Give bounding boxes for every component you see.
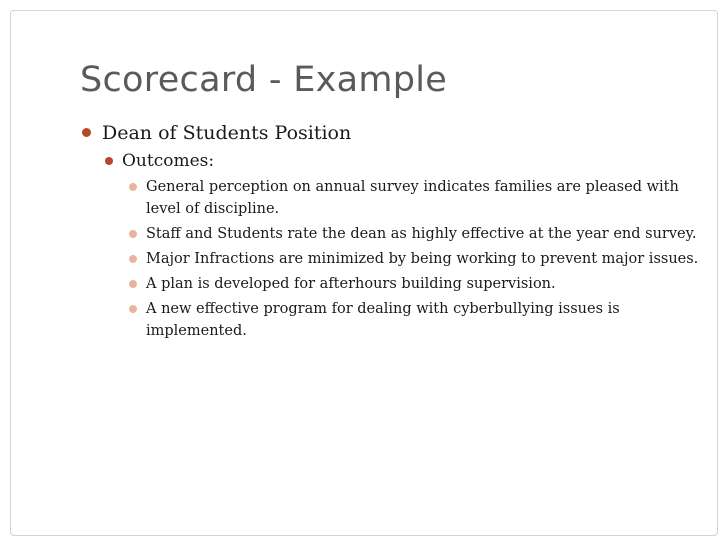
- outcome-item: [126, 176, 700, 220]
- bullet-dot-icon: [129, 183, 137, 191]
- bullet-level1-text: Dean of Students Position: [102, 122, 352, 144]
- outcome-text: General perception on annual survey indicates families are pleased with level of discipline.: [146, 179, 679, 217]
- outcome-item: [126, 273, 700, 295]
- bullet-dot-icon: [129, 280, 137, 288]
- slide-title: Scorecard - Example: [80, 60, 448, 100]
- bullet-dot-icon: [129, 230, 137, 238]
- outcome-item: [126, 223, 700, 245]
- outcomes-list: [126, 176, 700, 342]
- outcome-text: A new effective program for dealing with cyberbullying issues is implemented.: [146, 301, 620, 339]
- outcome-text: Major Infractions are minimized by being working to prevent major issues.: [146, 251, 699, 267]
- outcome-item: [126, 248, 700, 270]
- bullet-level2-text: Outcomes:: [122, 151, 215, 171]
- slide-content: [80, 120, 700, 345]
- outcome-item: [126, 298, 700, 342]
- bullet-dot-icon: [82, 128, 91, 137]
- outcome-text: A plan is developed for afterhours building supervision.: [146, 276, 556, 292]
- bullet-dot-icon: [129, 305, 137, 313]
- bullet-dot-icon: [129, 255, 137, 263]
- bullet-dot-icon: [105, 157, 113, 165]
- bullet-level2: [102, 148, 700, 174]
- bullet-level1: [80, 120, 700, 146]
- outcome-text: Staff and Students rate the dean as highly effective at the year end survey.: [146, 226, 697, 242]
